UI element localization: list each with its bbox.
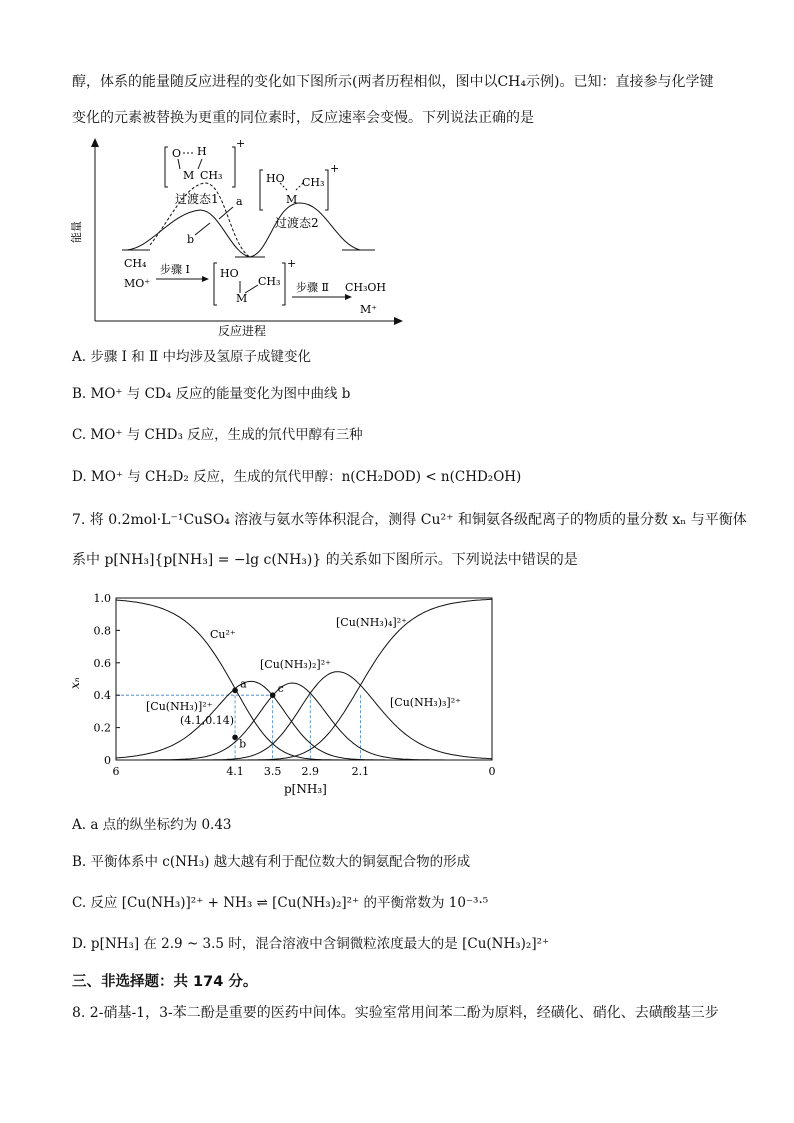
q7-option-c: C. 反应 [Cu(NH₃)]²⁺ + NH₃ ⇌ [Cu(NH₃)₂]²⁺ 的平衡常数为 10⁻³·⁵	[72, 895, 489, 911]
q6-option-d: D. MO⁺ 与 CH₂D₂ 反应，生成的氘代甲醇：n(CH₂DOD) < n(CHD₂OH)	[72, 469, 522, 485]
ts1-ch3: CH₃	[200, 169, 223, 182]
point-label-c: c	[277, 682, 284, 696]
x-tick-label: 4.1	[226, 765, 244, 778]
x-tick-label: 0	[488, 765, 496, 778]
point-b-annotation: (4.1,0.14)	[180, 714, 235, 727]
q6-option-a: A. 步骤 Ⅰ 和 Ⅱ 中均涉及氢原子成键变化	[72, 349, 312, 365]
step-2-label: 步骤 Ⅱ	[296, 281, 329, 294]
series-curve-1	[116, 681, 492, 760]
section-3-heading: 三、非选择题：共 174 分。	[72, 974, 258, 990]
product-m: M⁺	[360, 303, 378, 316]
series-curve-3	[116, 672, 492, 760]
x-tick-label: 2.1	[351, 765, 370, 778]
q6-option-b: B. MO⁺ 与 CD₄ 反应的能量变化为图中曲线 b	[72, 386, 351, 402]
q7-option-b: B. 平衡体系中 c(NH₃) 越大越有利于配位数大的铜氨配合物的形成	[72, 854, 471, 870]
energy-x-label: 反应进程	[218, 324, 267, 338]
y-tick-label: 0.2	[93, 721, 111, 735]
y-tick-label: 1.0	[93, 592, 111, 605]
int-m: M	[236, 292, 248, 305]
chart-frame	[116, 598, 492, 760]
chart-y-label: xₙ	[68, 677, 82, 689]
point-c	[270, 692, 276, 698]
series-curve-4	[116, 599, 492, 760]
energy-diagram	[70, 135, 415, 340]
ts1-charge: +	[236, 137, 246, 150]
series-label-cu2: [Cu(NH₃)₂]²⁺	[260, 658, 331, 671]
reactant-ch4: CH₄	[124, 257, 147, 270]
q6-option-c: C. MO⁺ 与 CHD₃ 反应，生成的氘代甲醇有三种	[72, 427, 363, 443]
ts1-h: H	[197, 145, 207, 158]
point-label-b: b	[239, 737, 247, 751]
point-label-a: a	[240, 677, 247, 691]
ts1-label: 过渡态1	[175, 192, 219, 206]
y-tick-label: 0.4	[93, 689, 111, 703]
point-b	[232, 735, 238, 741]
series-label-cu4: [Cu(NH₃)₄]²⁺	[336, 616, 407, 629]
ts1-o: O	[172, 147, 182, 160]
intro-line-1: 醇，体系的能量随反应进程的变化如下图所示(两者历程相似，图中以CH₄示例)。已知：直接参与化学键	[72, 74, 714, 90]
q7-option-d: D. p[NH₃] 在 2.9 ~ 3.5 时，混合溶液中含铜微粒浓度最大的是 [Cu(NH₃)₂]²⁺	[72, 936, 550, 952]
series-curve-2	[116, 683, 492, 760]
ts2-m: M	[286, 193, 298, 206]
step-1-label: 步骤 Ⅰ	[160, 263, 190, 276]
series-label-cu3: [Cu(NH₃)₃]²⁺	[390, 696, 461, 709]
x-tick-label: 2.9	[301, 765, 320, 778]
chart-x-label: p[NH₃]	[284, 782, 327, 796]
intro-line-2: 变化的元素被替换为更重的同位素时，反应速率会变慢。下列说法正确的是	[72, 110, 534, 126]
ts2-charge: +	[330, 162, 340, 175]
distribution-chart	[70, 588, 510, 800]
ts2-label: 过渡态2	[275, 216, 319, 230]
y-tick-label: 0.6	[93, 656, 111, 670]
series-label-cu1: [Cu(NH₃)]²⁺	[146, 700, 213, 713]
q8-line-1: 8. 2-硝基-1，3-苯二酚是重要的医药中间体。实验室常用间苯二酚为原料，经磺化、硝化、去磺酸基三步	[72, 1005, 719, 1021]
curve-b-label: b	[187, 233, 195, 246]
q7-line-2: 系中 p[NH₃]{p[NH₃] = −lg c(NH₃)} 的关系如下图所示。下列说法中错误的是	[72, 552, 578, 568]
ts1-m: M	[183, 169, 195, 182]
x-tick-label: 6	[112, 765, 120, 778]
series-label-cu: Cu²⁺	[210, 628, 236, 641]
x-tick-label: 3.5	[263, 765, 282, 778]
int-charge: +	[287, 257, 297, 270]
reactant-mo: MO⁺	[124, 277, 151, 290]
energy-y-label: 能量	[70, 221, 83, 243]
int-ho: HO	[220, 267, 239, 280]
y-tick-label: 0	[104, 754, 111, 767]
series-curve-0	[116, 600, 492, 760]
ts2-ho: HO	[266, 172, 285, 185]
int-ch3: CH₃	[258, 275, 281, 288]
y-tick-label: 0.8	[93, 624, 111, 638]
ts2-ch3: CH₃	[302, 176, 325, 189]
q7-line-1: 7. 将 0.2mol·L⁻¹CuSO₄ 溶液与氨水等体积混合，测得 Cu²⁺ 和铜氨各级配离子的物质的量分数 xₙ 与平衡体	[72, 512, 747, 528]
curve-a-label: a	[236, 195, 243, 208]
product-ch3oh: CH₃OH	[345, 281, 387, 294]
q7-option-a: A. a 点的纵坐标约为 0.43	[72, 817, 232, 833]
point-a	[232, 688, 238, 694]
